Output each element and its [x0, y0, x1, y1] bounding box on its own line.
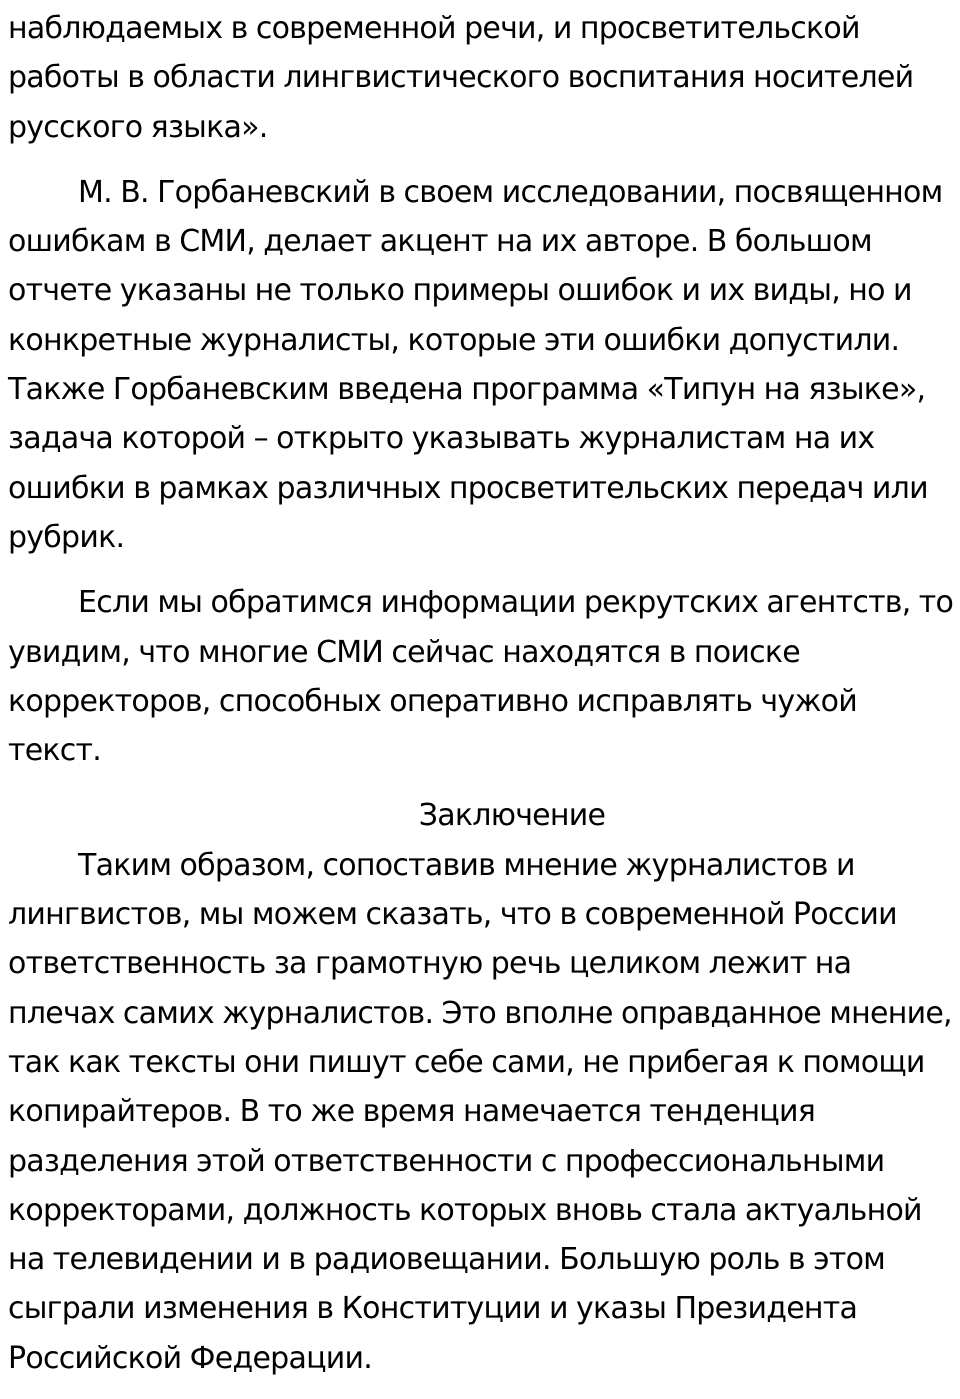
section-heading: Заключение	[418, 798, 606, 834]
document-page	[8, 4, 956, 1399]
paragraph-recruiting-agencies: Если мы обратимся информации рекрутских агентств, то увидим, что многие СМИ сейчас находятся в поиске корректоров, способных оперативно исправлять чужой текст.	[8, 585, 954, 769]
paragraph-continuation: наблюдаемых в современной речи, и просветительской работы в области лингвистического воспитания носителей русского языка».	[8, 11, 914, 145]
paragraph-gorbanevsky: М. В. Горбаневский в своем исследовании, посвященном ошибкам в СМИ, делает акцент на их авторе. В большом отчете указаны не только примеры ошибок и их виды, но и конкретные журналисты, которые эти ошибки допустили. Также Горбаневским введена программа «Типун на языке», задача которой – открыто указывать журналистам на их ошибки в рамках различных просветительских передач или рубрик.	[8, 174, 943, 555]
paragraph-conclusion: Таким образом, сопоставив мнение журналистов и лингвистов, мы можем сказать, что в современной России ответственность за грамотную речь целиком лежит на плечах самих журналистов. Это вполне оправданное мнение, так как тексты они пишут себе сами, не прибегая к помощи копирайтеров. В то же время намечается тенденция разделения этой ответственности с профессиональными корректорами, должность которых вновь стала актуальной на телевидении и в радиовещании. Большую роль в этом сыграли изменения в Конституции и указы Президента Российской Федерации.	[8, 847, 952, 1376]
